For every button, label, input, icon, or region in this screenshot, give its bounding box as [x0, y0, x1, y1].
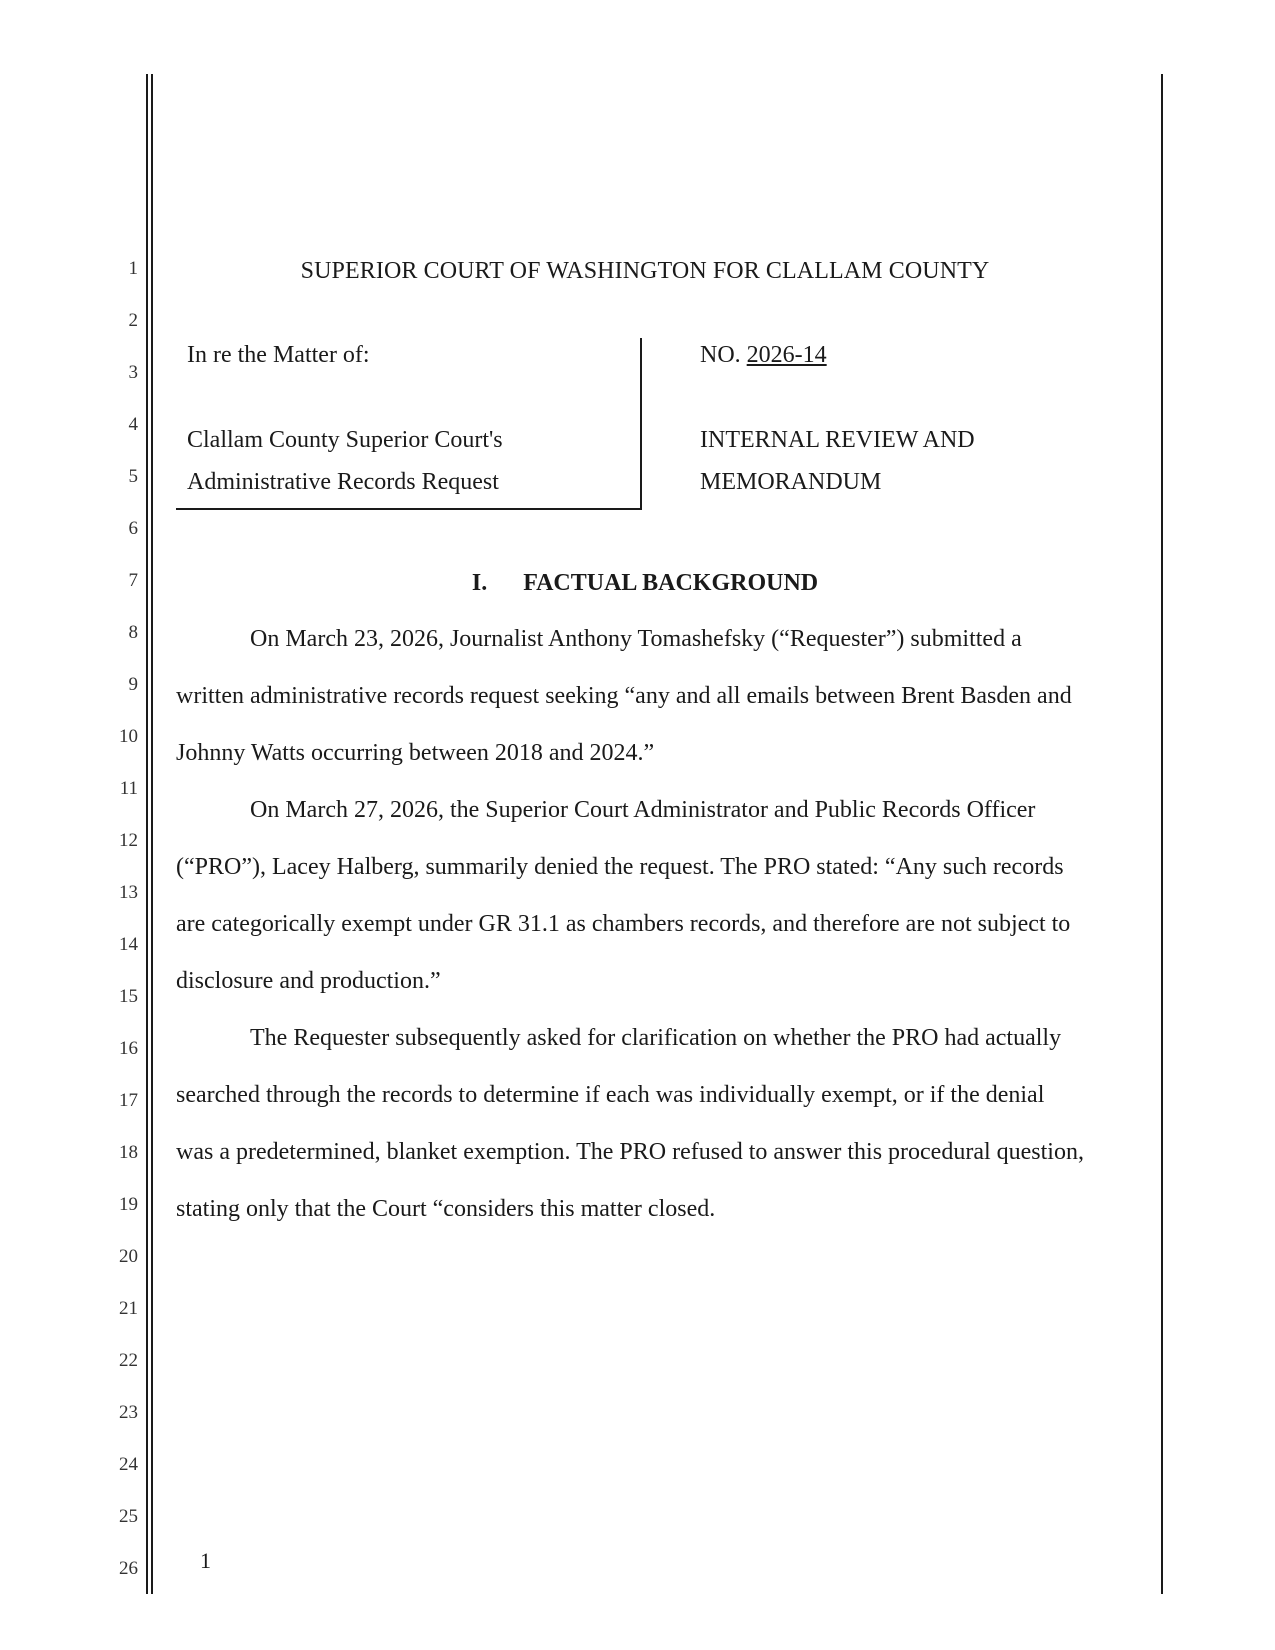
line-number: 19 — [119, 1194, 138, 1215]
line-number: 15 — [119, 986, 138, 1007]
line-number: 12 — [119, 830, 138, 851]
line-number: 25 — [119, 1506, 138, 1527]
section-heading — [170, 568, 1120, 598]
line-number: 18 — [119, 1142, 138, 1163]
left-margin-rule-inner — [151, 74, 153, 1594]
body-line: Johnny Watts occurring between 2018 and 2024.” — [176, 740, 655, 766]
line-number: 21 — [119, 1298, 138, 1319]
line-number: 14 — [119, 934, 138, 955]
caption-party-line-1: Clallam County Superior Court's — [187, 427, 503, 453]
body-line: written administrative records request seeking “any and all emails between Brent Basden and — [176, 683, 1072, 709]
line-number: 6 — [128, 518, 138, 539]
body-line: stating only that the Court “considers this matter closed. — [176, 1196, 716, 1222]
line-number: 5 — [128, 466, 138, 487]
line-number: 17 — [119, 1090, 138, 1111]
line-number: 4 — [128, 414, 138, 435]
body-line: disclosure and production.” — [176, 968, 441, 994]
case-number-label: NO. — [700, 342, 741, 368]
section-title: FACTUAL BACKGROUND — [523, 570, 819, 596]
caption-matter-intro: In re the Matter of: — [187, 342, 370, 368]
line-number: 9 — [128, 674, 138, 695]
document-title-line-2: MEMORANDUM — [700, 469, 882, 495]
body-line: On March 27, 2026, the Superior Court Administrator and Public Records Officer — [250, 797, 1036, 823]
section-numeral: I. — [471, 570, 488, 596]
court-title: SUPERIOR COURT OF WASHINGTON FOR CLALLAM COUNTY — [300, 258, 990, 284]
caption-divider-horizontal — [176, 508, 642, 510]
body-line: On March 23, 2026, Journalist Anthony Tomashefsky (“Requester”) submitted a — [250, 626, 1022, 652]
line-number: 23 — [119, 1402, 138, 1423]
body-line: was a predetermined, blanket exemption. The PRO refused to answer this procedural question, — [176, 1139, 1084, 1165]
line-number: 3 — [128, 362, 138, 383]
right-margin-rule — [1161, 74, 1163, 1594]
line-number: 22 — [119, 1350, 138, 1371]
line-number: 20 — [119, 1246, 138, 1267]
line-number: 13 — [119, 882, 138, 903]
body-line: are categorically exempt under GR 31.1 as chambers records, and therefore are not subject to — [176, 911, 1071, 937]
line-number: 1 — [128, 258, 138, 279]
line-number: 26 — [119, 1558, 138, 1579]
line-number: 11 — [119, 778, 138, 799]
line-number: 16 — [119, 1038, 138, 1059]
body-line: searched through the records to determine if each was individually exempt, or if the denial — [176, 1082, 1045, 1108]
line-number: 7 — [128, 570, 138, 591]
caption-party-line-2: Administrative Records Request — [187, 469, 499, 495]
body-line: (“PRO”), Lacey Halberg, summarily denied the request. The PRO stated: “Any such records — [176, 854, 1064, 880]
line-number: 10 — [119, 726, 138, 747]
line-number: 24 — [119, 1454, 138, 1475]
line-number: 2 — [128, 310, 138, 331]
page-number: 1 — [200, 1548, 211, 1573]
left-margin-rule-outer — [146, 74, 148, 1594]
case-number — [700, 340, 827, 370]
body-line: The Requester subsequently asked for clarification on whether the PRO had actually — [250, 1025, 1062, 1051]
document-title-line-1: INTERNAL REVIEW AND — [700, 427, 975, 453]
line-number: 8 — [128, 622, 138, 643]
case-number-value: 2026-14 — [746, 342, 827, 368]
caption-divider-vertical — [640, 338, 642, 510]
